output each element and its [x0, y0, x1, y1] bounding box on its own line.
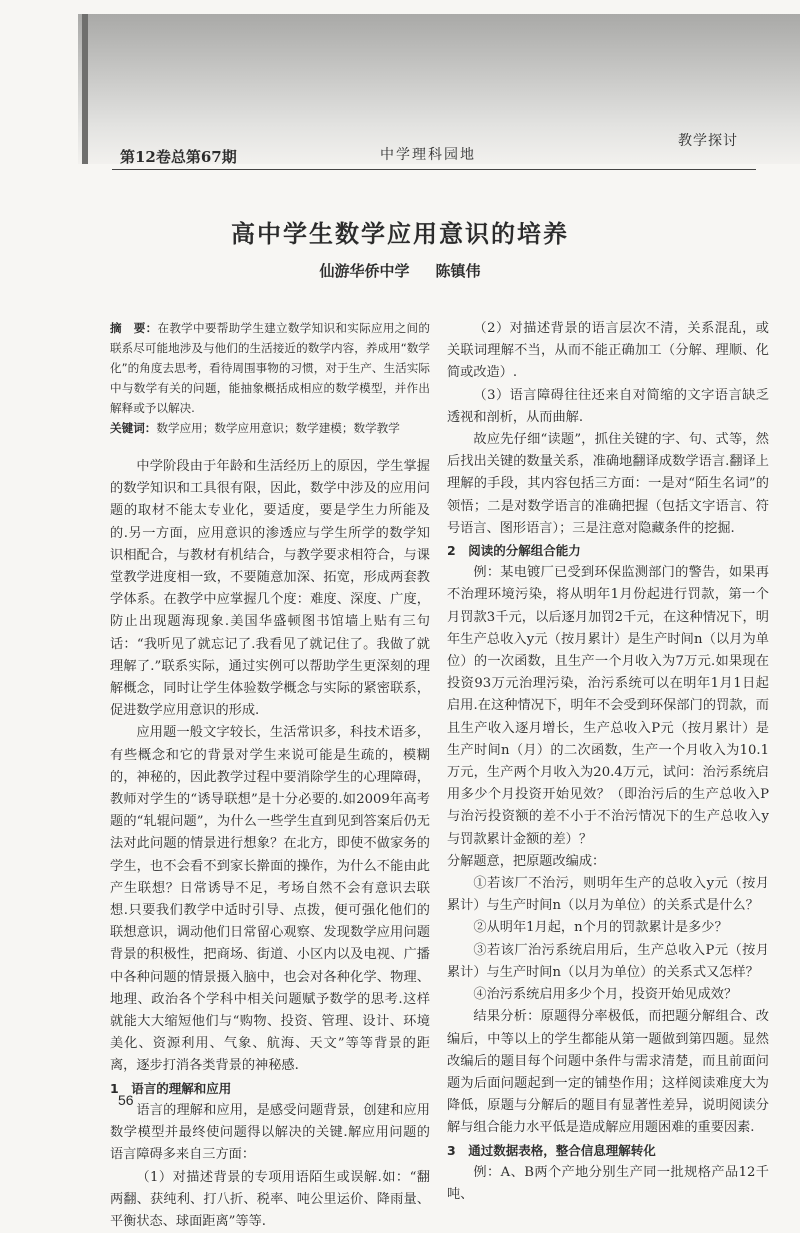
- question-item: ③若该厂治污系统启用后，生产总收入P元（按月累计）与生产时间n（以月为单位）的关系式又怎样？: [447, 940, 769, 984]
- body-paragraph: （1）对描述背景的专项用语陌生或误解.如：“翻两翻、获纯利、打八折、税率、吨公里运价、降雨量、平衡状态、球面距离”等等.: [110, 1167, 430, 1233]
- volume-label: 第12卷总第67期: [120, 146, 237, 167]
- keywords-text: 数学应用；数学应用意识；数学建模；数学教学: [156, 421, 399, 435]
- body-paragraph: 应用题一般文字较长，生活常识多，科技术语多，有些概念和它的背景对学生来说可能是生疏的，模糊的，神秘的，因此教学过程中要消除学生的心理障碍，教师对学生的“诱导联想”是十分必要的.如2009年高考题的“轧辊问题”，为什么一些学生直到见到答案后仍无法对此问题的情景进行想象？在北方，即使不做家务的学生，也不会看不到家长擀面的操作，为什么不能由此产生联想？日常诱导不足，考场自然不会有意识去联想.只要我们教学中适时引导、点拨，便可强化他们的联想意识，调动他们日常留心观察、发现数学应用问题背景的积极性，把商场、街道、小区内以及电视、广播中各种问题的情景摄入脑中，也会对各种化学、物理、地理、政治各个学科中相关问题赋予数学的思考.这样就能大大缩短他们与“购物、投资、管理、设计、环境美化、资源利用、气象、航海、天文”等等背景的距离，逐步打消各类背景的神秘感.: [110, 722, 430, 1077]
- article-byline: [0, 260, 800, 281]
- abstract: [110, 318, 430, 438]
- article-title: 高中学生数学应用意识的培养: [0, 214, 800, 249]
- question-item: ④治污系统启用多少个月，投资开始见成效？: [447, 984, 769, 1006]
- body-paragraph: 语言的理解和应用，是感受问题背景，创建和应用数学模型并最终使问题得以解决的关键.解应用问题的语言障碍多来自三方面：: [110, 1100, 430, 1167]
- page-number: 56: [118, 1092, 134, 1108]
- question-item: ①若该厂不治污，则明年生产的总收入y元（按月累计）与生产时间n（以月为单位）的关系式是什么？: [447, 873, 769, 917]
- body-paragraph: 中学阶段由于年龄和生活经历上的原因，学生掌握的数学知识和工具很有限，因此，数学中涉及的应用问题的取材不能太专业化，要适度，要是学生力所能及的.另一方面，应用意识的渗透应与学生所学的数学知识相配合，与教材有机结合，与教学要求相符合，与课堂教学进度相一致，不要随意加深、拓宽，形成两套教学体系。在教学中应掌握几个度：难度、深度、广度，防止出现题海现象.美国华盛顿图书馆墙上贴有三句话：“我听见了就忘记了.我看见了就记住了。我做了就理解了.”联系实际，通过实例可以帮助学生更深刻的理解概念，同时让学生体验数学概念与实际的紧密联系，促进数学应用意识的形成.: [110, 456, 430, 722]
- journal-name: 中学理科园地: [380, 144, 476, 164]
- right-column: [447, 318, 769, 1206]
- abstract-label: 摘 要：: [110, 321, 157, 335]
- author-name: 陈镇伟: [436, 262, 481, 280]
- example-paragraph: 例：某电镀厂已受到环保监测部门的警告，如果再不治理环境污染，将从明年1月份起进行罚款，第一个月罚款3千元，以后逐月加罚2千元，在这种情况下，明年生产总收入y元（按月累计）是生产时间n（以月为单位）的一次函数，且生产一个月收入为7万元.如果现在投资93万元治理污染，治污系统可以在明年1月1日起启用.在这种情况下，明年不会受到环保部门的罚款，而且生产收入逐月增长，生产总收入P元（按月累计）是生产时间n（月）的二次函数，生产一个月收入为10.1万元，生产两个月收入为20.4万元，试问：治污系统启用多少个月投资开始见效？（即治污后的生产总收入P与治污投资额的差不小于不治污情况下的生产总收入y与罚款累计金额的差）？: [447, 562, 769, 851]
- example-paragraph: 例：A、B两个产地分别生产同一批规格产品12千吨、: [447, 1162, 769, 1206]
- section-heading: 3 通过数据表格，整合信息理解转化: [447, 1140, 769, 1162]
- abstract-text: 在教学中要帮助学生建立数学知识和实际应用之间的联系尽可能地涉及与他们的生活接近的数学内容，养成用“数学化”的角度去思考，看待周围事物的习惯，对于生产、生活实际中与数学有关的问题，能抽象概括成相应的数学模型，并作出解释或予以解决.: [110, 321, 430, 415]
- section-heading: 2 阅读的分解组合能力: [447, 540, 769, 562]
- author-school: 仙游华侨中学: [319, 262, 409, 280]
- column-name: 教学探讨: [678, 130, 738, 150]
- header-rule: [112, 169, 756, 170]
- left-column: [110, 318, 430, 1233]
- body-paragraph: 结果分析：原题得分率极低，而把题分解组合、改编后，中等以上的学生都能从第一题做到第四题。显然改编后的题目每个问题中条件与需求清楚，而且前面问题为后面问题起到一定的铺垫作用；这样阅读难度大为降低，原题与分解后的题目有显著性差异，说明阅读分解与组合能力水平低是造成解应用题困难的重要因素.: [447, 1006, 769, 1139]
- section-heading: 1 语言的理解和应用: [110, 1078, 430, 1100]
- body-paragraph: （2）对描述背景的语言层次不清，关系混乱，或关联词理解不当，从而不能正确加工（分解、理顺、化简或改造）.: [447, 318, 769, 385]
- keywords-label: 关键词：: [110, 421, 156, 435]
- body-paragraph: （3）语言障碍往往还来自对简缩的文字语言缺乏透视和剖析，从而曲解.: [447, 385, 769, 429]
- analysis-label: 分解题意，把原题改编成：: [447, 851, 769, 873]
- body-paragraph: 故应先仔细“读题”，抓住关键的字、句、式等，然后找出关键的数量关系，准确地翻译成数学语言.翻译上理解的手段，其内容包括三方面：一是对“陌生名词”的领悟；二是对数学语言的准确把握（包括文字语言、符号语言、图形语言）；三是注意对隐藏条件的挖掘.: [447, 429, 769, 540]
- scan-edge: [82, 14, 88, 164]
- question-item: ②从明年1月起，n个月的罚款累计是多少？: [447, 917, 769, 939]
